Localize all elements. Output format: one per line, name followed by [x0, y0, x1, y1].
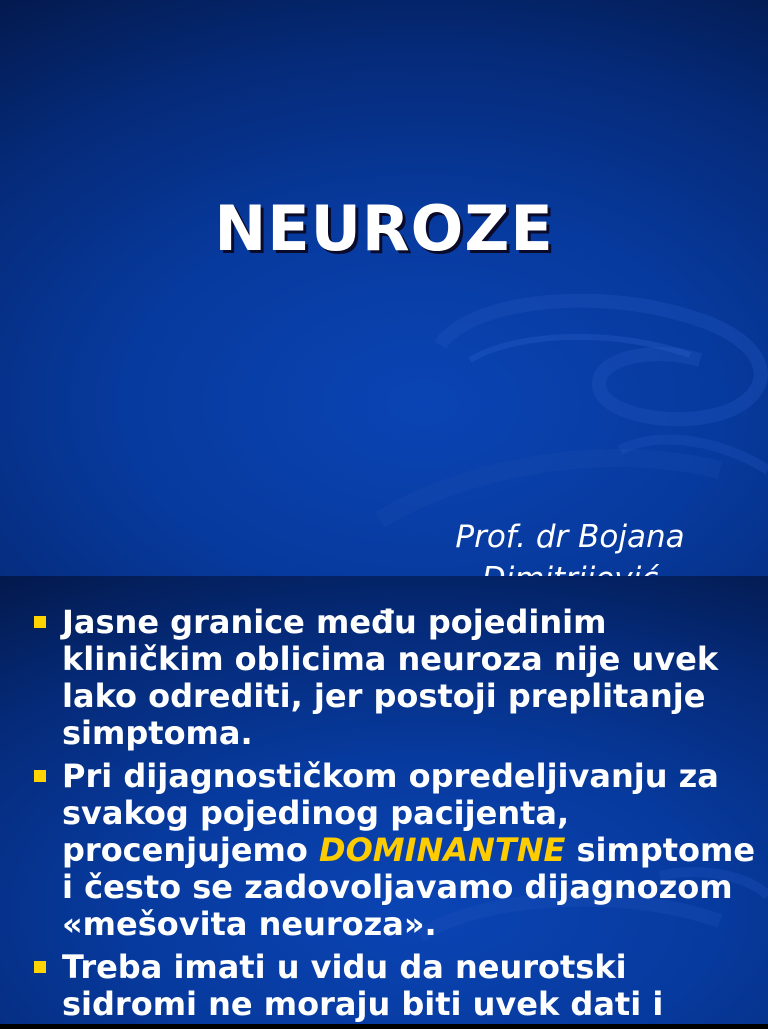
bullet-text-3: Treba imati u vidu da neurotski sidromi ne moraju biti uvek dati i	[62, 948, 664, 1023]
content-slide	[0, 576, 768, 1024]
bullet-text-2-highlight: DOMINANTNE	[319, 831, 566, 869]
bullet-marker-icon	[34, 616, 46, 628]
bullet-text-1: Jasne granice među pojedinim kliničkim oblicima neuroza nije uvek lako odrediti, jer postoji preplitanje simptoma.	[62, 603, 719, 752]
bullet-item-2	[34, 758, 764, 943]
author-line-1: Prof. dr Bojana	[455, 519, 685, 555]
bullet-marker-icon	[34, 770, 46, 782]
bullet-item-1	[34, 604, 764, 752]
slide-title: NEUROZE	[214, 192, 554, 265]
bullet-text-2-before: Pri dijagnostičkom opredeljivanju za svakog pojedinog pacijenta, procenjujemo	[62, 757, 719, 869]
bullet-marker-icon	[34, 961, 46, 973]
bullet-list	[34, 604, 764, 1029]
bullet-text-2-after: simptome i često se zadovoljavamo dijagnozom «mešovita neuroza».	[62, 831, 756, 943]
bullet-item-3	[34, 949, 764, 1023]
